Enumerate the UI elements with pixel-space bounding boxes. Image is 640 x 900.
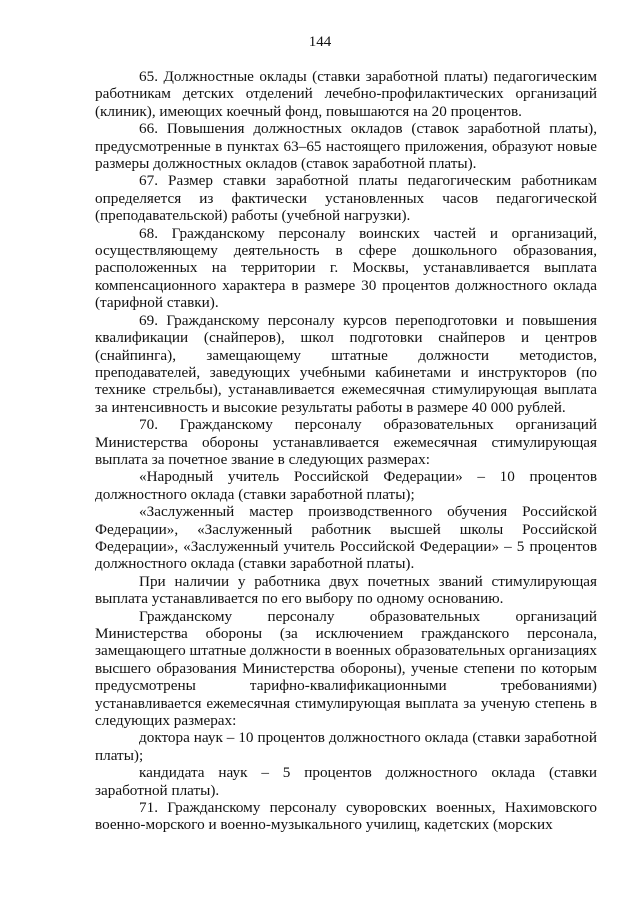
paragraph-70-candidate: кандидата наук – 5 процентов должностного оклада (ставки заработной платы). [95,764,597,799]
paragraph-70-academic-degree: Гражданскому персоналу образовательных организаций Министерства обороны (за исключением гражданского персонала, замещающего штатные должности в военных образовательных организациях высшего образования Министерства обороны), ученые степени по которым предусмотрены тарифно-квалификационными требованиями) устанавливается ежемесячная стимулирующая выплата за ученую степень в следующих размерах: [95,607,597,730]
paragraph-70-two-titles: При наличии у работника двух почетных званий стимулирующая выплата устанавливается по его выбору по одному основанию. [95,572,597,608]
page-number: 144 [308,34,332,50]
paragraph-68: 68. Гражданскому персоналу воинских частей и организаций, осуществляющему деятельность в сфере дошкольного образования, расположенных на территории г. Москвы, устанавливается выплата компенсационного характера в размере 30 процентов должностного оклада (тарифной ставки). [95,224,597,312]
paragraph-66: 66. Повышения должностных окладов (ставок заработной платы), предусмотренные в пунктах 63–65 настоящего приложения, образуют новые размеры должностных окладов (ставок заработной платы). [95,120,597,173]
paragraph-65: 65. Должностные оклады (ставки заработной платы) педагогическим работникам детских отделений лечебно-профилактических организаций (клиник), имеющих коечный фонд, повышаются на 20 процентов. [95,68,597,120]
paragraph-70-doctor: доктора наук – 10 процентов должностного оклада (ставки заработной платы); [95,729,597,764]
paragraph-67: 67. Размер ставки заработной платы педагогическим работникам определяется из фактически установленных часов педагогической (преподавательской) работы (учебной нагрузки). [95,172,597,225]
document-body [95,68,597,834]
paragraph-69: 69. Гражданскому персоналу курсов переподготовки и повышения квалификации (снайперов), школ подготовки снайперов и центров (снайпинга), замещающему штатные должности методистов, преподавателей, заведующих учебными кабинетами и инструкторов (по технике стрельбы), устанавливается ежемесячная стимулирующая выплата за интенсивность и высокие результаты работы в размере 40 000 рублей. [95,311,597,416]
paragraph-70-people-teacher: «Народный учитель Российской Федерации» – 10 процентов должностного оклада (ставки заработной платы); [95,468,597,503]
paragraph-71: 71. Гражданскому персоналу суворовских военных, Нахимовского военно-морского и военно-музыкального училищ, кадетских (морских [95,799,597,834]
paragraph-70-honored-titles: «Заслуженный мастер производственного обучения Российской Федерации», «Заслуженный работник высшей школы Российской Федерации», «Заслуженный учитель Российской Федерации» – 5 процентов должностного оклада (ставки заработной платы). [95,503,597,573]
paragraph-70: 70. Гражданскому персоналу образовательных организаций Министерства обороны устанавливается ежемесячная стимулирующая выплата за почетное звание в следующих размерах: [95,416,597,468]
